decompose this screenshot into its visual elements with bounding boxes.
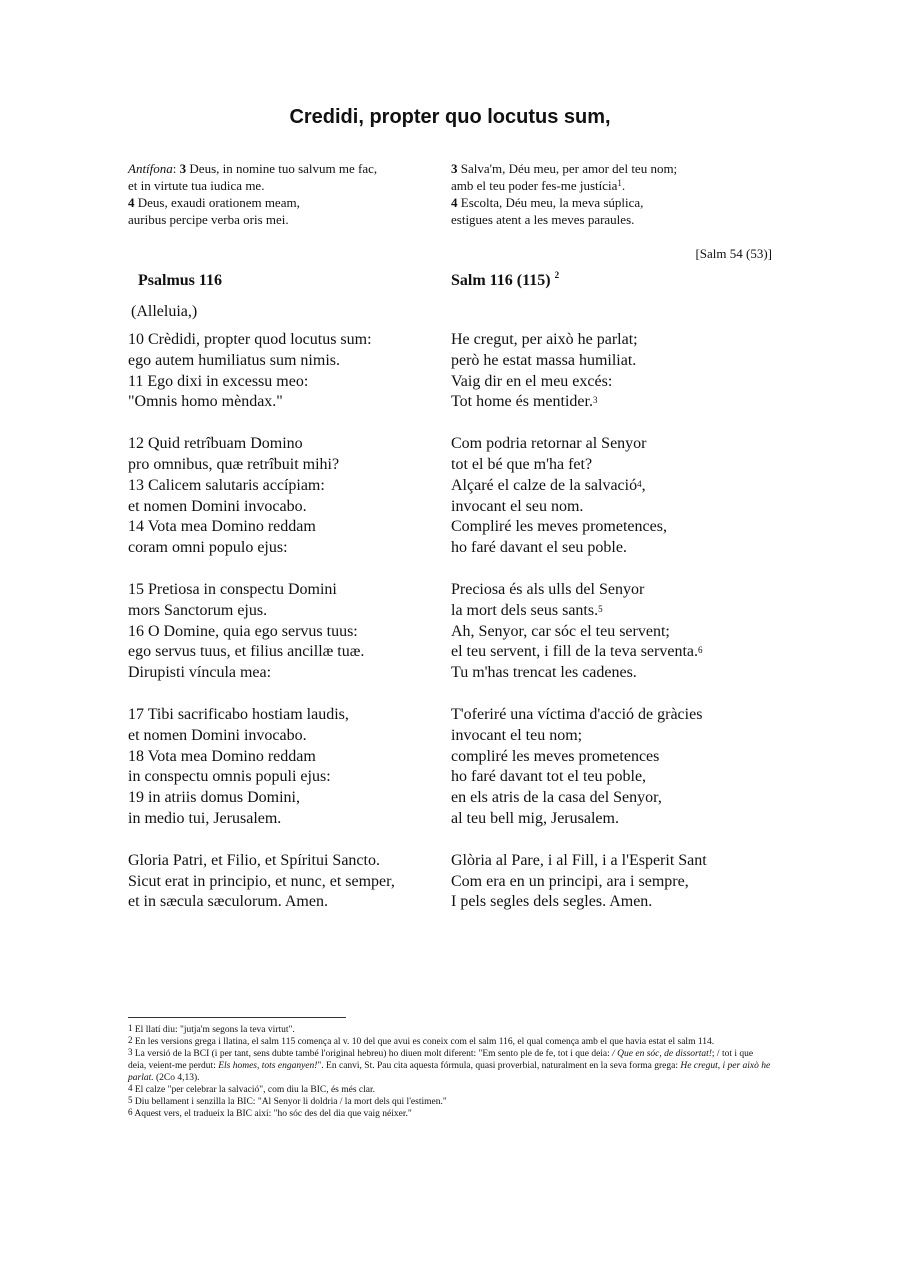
latin-text-column <box>128 330 443 913</box>
antiphon-latin-line: Antífona: 3 Deus, in nomine tuo salvum me fac, <box>128 161 378 176</box>
page-title: Credidi, propter quo locutus sum, <box>289 106 611 128</box>
footnotes <box>128 1024 773 1120</box>
alleluia: (Alleluia,) <box>131 303 198 320</box>
latin-verse-line: 12 Quid retrîbuam Domino <box>128 435 303 453</box>
footnote-number: 3 <box>128 1047 133 1057</box>
latin-verse-line: coram omni populo ejus: <box>128 539 288 557</box>
footnote-ref: 5 <box>598 603 603 614</box>
catalan-verse-line: invocant el seu nom. <box>451 497 584 515</box>
latin-verse-line: mors Sanctorum ejus. <box>128 601 268 619</box>
footnote: $^4$ El calze "per celebrar la salvació", com diu la BIC, és més clar. <box>128 1083 376 1095</box>
latin-verse-line: 10 Crèdidi, propter quod locutus sum: <box>128 331 372 348</box>
stanza-gap <box>451 559 771 580</box>
latin-verse-line: 11 Ego dixi in excessu meo: <box>128 372 309 390</box>
catalan-verse-line: el teu servent, i fill de la teva serventa.$^6$ <box>451 643 703 661</box>
catalan-verse-line: I pels segles dels segles. Amen. <box>451 893 653 911</box>
latin-verse-line: Gloria Patri, et Filio, et Spíritui Sancto. <box>128 851 380 869</box>
footnote-ref: 1 <box>617 178 622 188</box>
footnote: $^1$ El llatí diu: "jutja'm segons la teva virtut". <box>128 1023 295 1035</box>
latin-verse-line: et nomen Domini invocabo. <box>128 726 307 744</box>
footnote-ref: 6 <box>698 645 703 656</box>
catalan-verse-line: T'oferiré una víctima d'acció de gràcies <box>451 705 703 723</box>
footnote-divider <box>128 1017 346 1018</box>
catalan-verse-line: ho faré davant tot el teu poble, <box>451 768 647 786</box>
catalan-verse-line: Ah, Senyor, car sóc el teu servent; <box>451 622 670 640</box>
stanza-gap <box>451 830 771 851</box>
catalan-verse-line: compliré les meves prometences <box>451 747 660 765</box>
antiphon-catalan-line: 3 Salva'm, Déu meu, per amor del teu nom; <box>451 161 678 176</box>
latin-verse-line: Dirupisti víncula mea: <box>128 664 272 682</box>
latin-verse-line: 17 Tibi sacrificabo hostiam laudis, <box>128 705 349 723</box>
latin-verse-line: Sicut erat in principio, et nunc, et semper, <box>128 872 395 890</box>
catalan-verse-line: Alçaré el calze de la salvació$^4$, <box>451 476 646 494</box>
footnote-number: 4 <box>128 1083 133 1093</box>
antiphon-latin-line: 4 Deus, exaudi orationem meam, <box>128 195 300 210</box>
footnote-number: 2 <box>128 1035 133 1045</box>
latin-verse-line: ego autem humiliatus sum nimis. <box>128 351 340 369</box>
antiphon-latin-line: et in virtute tua iudica me. <box>128 178 265 193</box>
catalan-verse-line: tot el bé que m'ha fet? <box>451 455 593 473</box>
footnote-ref: 3 <box>592 395 598 406</box>
catalan-verse-line: la mort dels seus sants.$^5$ <box>451 601 603 619</box>
antiphon-latin <box>128 160 448 228</box>
antiphon-catalan <box>451 160 771 228</box>
latin-verse-line: et nomen Domini invocabo. <box>128 497 307 515</box>
stanza-gap <box>451 684 771 705</box>
stanza-gap <box>128 559 443 580</box>
latin-verse-line: in conspectu omnis populi ejus: <box>128 768 331 786</box>
stanza-gap <box>128 413 443 434</box>
psalm-reference: [Salm 54 (53)] <box>695 246 772 261</box>
catalan-verse-line: invocant el teu nom; <box>451 726 583 744</box>
catalan-verse-line: però he estat massa humiliat. <box>451 351 637 369</box>
antiphon-latin-line: auribus percipe verba oris mei. <box>128 212 289 227</box>
catalan-verse-line: al teu bell mig, Jerusalem. <box>451 809 619 827</box>
catalan-verse-line: Tot home és mentider.$^3$ <box>451 393 598 411</box>
stanza-gap <box>128 684 443 705</box>
stanza-gap <box>451 413 771 434</box>
footnote: $^6$ Aquest vers, el tradueix la BIC així: "ho sóc des del dia que vaig néixer." <box>128 1107 412 1119</box>
footnote-number: 5 <box>128 1095 133 1105</box>
catalan-text-column <box>451 330 771 913</box>
latin-verse-line: et in sæcula sæculorum. Amen. <box>128 893 328 911</box>
latin-verse-line: 13 Calicem salutaris accípiam: <box>128 476 325 494</box>
catalan-verse-line: He cregut, per això he parlat; <box>451 331 638 348</box>
latin-verse-line: in medio tui, Jerusalem. <box>128 809 282 827</box>
catalan-verse-line: Tu m'has trencat les cadenes. <box>451 664 637 682</box>
latin-verse-line: 19 in atriis domus Domini, <box>128 789 300 807</box>
latin-verse-line: 16 O Domine, quia ego servus tuus: <box>128 622 358 640</box>
footnote-number: 1 <box>128 1023 133 1033</box>
catalan-verse-line: Com podria retornar al Senyor <box>451 435 647 453</box>
latin-verse-line: 18 Vota mea Domino reddam <box>128 747 316 765</box>
catalan-verse-line: Vaig dir en el meu excés: <box>451 372 613 390</box>
catalan-verse-line: Glòria al Pare, i al Fill, i a l'Esperit Sant <box>451 851 707 869</box>
catalan-verse-line: en els atris de la casa del Senyor, <box>451 789 662 807</box>
catalan-verse-line: Compliré les meves prometences, <box>451 518 667 536</box>
footnote: $^2$ En les versions grega i llatina, el salm 115 comença al v. 10 del que avui es coneix com el salm 116, el qual comença amb el que havia estat el salm 114. <box>128 1035 715 1047</box>
footnote-number: 6 <box>128 1107 133 1117</box>
footnote: $^3$ La versió de la BCI (i per tant, sens dubte també l'original hebreu) ho diuen molt diferent: "Em sento ple de fe, tot i que deia: / Que en sóc, de dissortat!; / tot i que deia, veient-me perdut: Els homes, tots enganyen!". En canvi, St. Pau cita aquesta fórmula, quasi proverbial, naturalment en la seva forma grega: He cregut, i per això he parlat. (2Co 4,13). <box>128 1047 771 1083</box>
latin-verse-line: 14 Vota mea Domino reddam <box>128 518 316 536</box>
catalan-verse-line: Preciosa és als ulls del Senyor <box>451 580 645 598</box>
catalan-verse-line: Com era en un principi, ara i sempre, <box>451 872 689 890</box>
antiphon-catalan-line: amb el teu poder fes-me justícia$^1$. <box>451 178 626 193</box>
latin-verse-line: pro omnibus, quæ retrîbuit mihi? <box>128 455 340 473</box>
latin-verse-line: "Omnis homo mèndax." <box>128 393 283 411</box>
footnote: $^5$ Diu bellament i senzilla la BIC: "Al Senyor li doldria / la mort dels qui l'estimen." <box>128 1095 447 1107</box>
catalan-verse-line: ho faré davant el seu poble. <box>451 539 627 557</box>
latin-heading: Psalmus 116 <box>138 272 223 289</box>
catalan-heading: Salm 116 (115) $^2$ <box>451 270 560 289</box>
footnote-ref: 4 <box>637 478 642 489</box>
latin-verse-line: 15 Pretiosa in conspectu Domini <box>128 580 337 598</box>
footnote-ref: 2 <box>554 270 560 280</box>
latin-verse-line: ego servus tuus, et filius ancillæ tuæ. <box>128 643 365 661</box>
antiphon-catalan-line: estigues atent a les meves paraules. <box>451 212 635 227</box>
stanza-gap <box>128 830 443 851</box>
antiphon-catalan-line: 4 Escolta, Déu meu, la meva súplica, <box>451 195 644 210</box>
